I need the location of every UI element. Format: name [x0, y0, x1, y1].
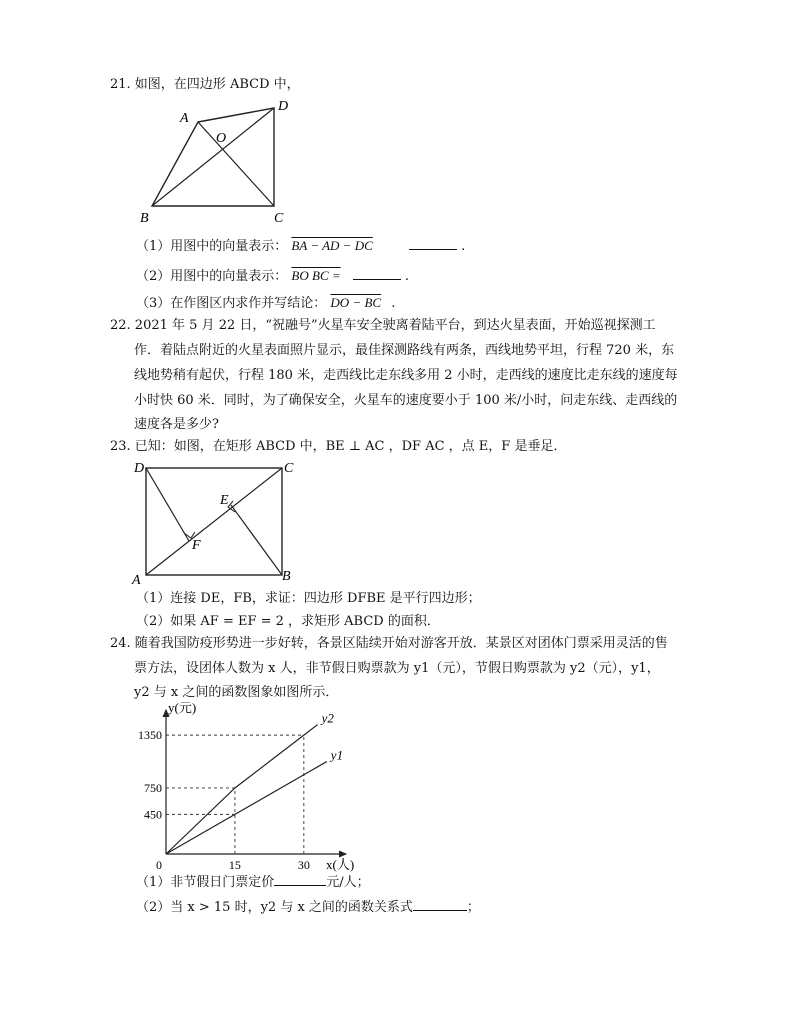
- q22-line-5: 速度各是多少?: [134, 417, 219, 432]
- q22-line-3: 线地势稍有起伏，行程 180 米，走西线比走东线多用 2 小时，走西线的速度比走东线的速度每: [134, 368, 678, 383]
- q21-part1: [136, 236, 465, 256]
- q24-part1-text: （1）非节假日门票定价: [136, 875, 275, 890]
- q24-part2-end: ；: [466, 900, 480, 915]
- q21-part2-text: （2）用图中的向量表示：: [136, 269, 288, 284]
- x-tick-label: 15: [228, 858, 241, 872]
- q21-label-O: O: [216, 131, 227, 146]
- q21-part2-answer-blank[interactable]: [353, 266, 401, 280]
- q23-part2: （2）如果 AF = EF = 2 ，求矩形 ABCD 的面积．: [136, 614, 440, 629]
- x-axis-label: x(人): [326, 857, 355, 872]
- q22-line-1: 22. 2021 年 5 月 22 日，“祝融号”火星车安全驶离着陆平台，到达火星表面，开始巡视探测工: [110, 318, 656, 333]
- q24-line-3: y2 与 x 之间的函数图象如图所示．: [134, 685, 339, 700]
- q21-part3-expr: DO − BC: [330, 295, 382, 310]
- q21-part1-text: （1）用图中的向量表示：: [136, 239, 288, 254]
- q21-part2: [136, 266, 409, 286]
- q21-quadrilateral-figure: [136, 92, 306, 232]
- q22-line-2: 作．着陆点附近的火星表面照片显示，最佳探测路线有两条，西线地势平坦，行程 720 米，东: [134, 343, 675, 358]
- q21-part1-answer-blank[interactable]: [409, 236, 457, 250]
- q22-line-4: 小时快 60 米．同时，为了确保安全，火星车的速度要小于 100 米/小时，问走东线、走西线的: [134, 393, 678, 408]
- y-tick-label: 1350: [138, 728, 162, 743]
- q21-label-D: D: [278, 99, 289, 114]
- q24-line-1: 24. 随着我国防疫形势进一步好转，各景区陆续开始对游客开放．某景区对团体门票采用灵活的售: [110, 636, 668, 651]
- q23-label-D: D: [134, 461, 145, 476]
- y-tick-label: 450: [144, 807, 162, 822]
- q23-label-E: E: [220, 493, 229, 508]
- series-label-y1: y1: [330, 747, 344, 763]
- q23-label-F: F: [192, 538, 201, 553]
- q21-part1-dot: .: [461, 239, 466, 254]
- q23-label-B: B: [282, 569, 291, 584]
- q24-part1-unit: 元/人；: [326, 875, 370, 890]
- q23-stem: 23. 已知：如图，在矩形 ABCD 中，BE ⊥ AC ，DF AC ，点 E，F 是垂足．: [110, 439, 567, 454]
- q21-label-B: B: [140, 211, 149, 226]
- series-line-y2: [166, 725, 318, 854]
- q24-part2-text: （2）当 x > 15 时，y2 与 x 之间的函数关系式: [136, 900, 413, 915]
- q24-part1-answer-blank[interactable]: [274, 872, 326, 886]
- q24-part1: [136, 872, 370, 892]
- q21-stem: 21. 如图，在四边形 ABCD 中，: [110, 77, 300, 92]
- series-label-y2: y2: [321, 710, 334, 726]
- q24-part2: [136, 897, 480, 917]
- y-axis-label: y(元): [168, 702, 197, 715]
- q21-part3-text: （3）在作图区内求作并写结论：: [136, 296, 327, 311]
- q23-rectangle-figure: [130, 456, 300, 586]
- origin-label: 0: [156, 858, 162, 872]
- q21-part2-dot: .: [404, 269, 410, 284]
- y-tick-label: 750: [144, 780, 162, 795]
- q21-part3: [136, 294, 395, 313]
- q24-function-graph: [120, 702, 370, 872]
- q21-part3-dot: .: [391, 296, 396, 311]
- q21-label-C: C: [274, 211, 284, 226]
- q23-label-C: C: [284, 461, 294, 476]
- x-tick-label: 30: [297, 858, 310, 872]
- q21-part2-expr: BO BC =: [291, 268, 341, 283]
- q24-line-2: 票方法，设团体人数为 x 人，非节假日购票款为 y1（元），节假日购票款为 y2（元），y1，: [134, 661, 660, 676]
- q24-part2-answer-blank[interactable]: [413, 897, 467, 911]
- q23-label-A: A: [132, 573, 141, 586]
- series-line-y1: [166, 762, 327, 854]
- q21-part1-expr: BA − AD − DC: [291, 238, 373, 253]
- q23-part1: （1）连接 DE，FB，求证：四边形 DFBE 是平行四边形；: [136, 591, 481, 606]
- q21-label-A: A: [180, 111, 189, 126]
